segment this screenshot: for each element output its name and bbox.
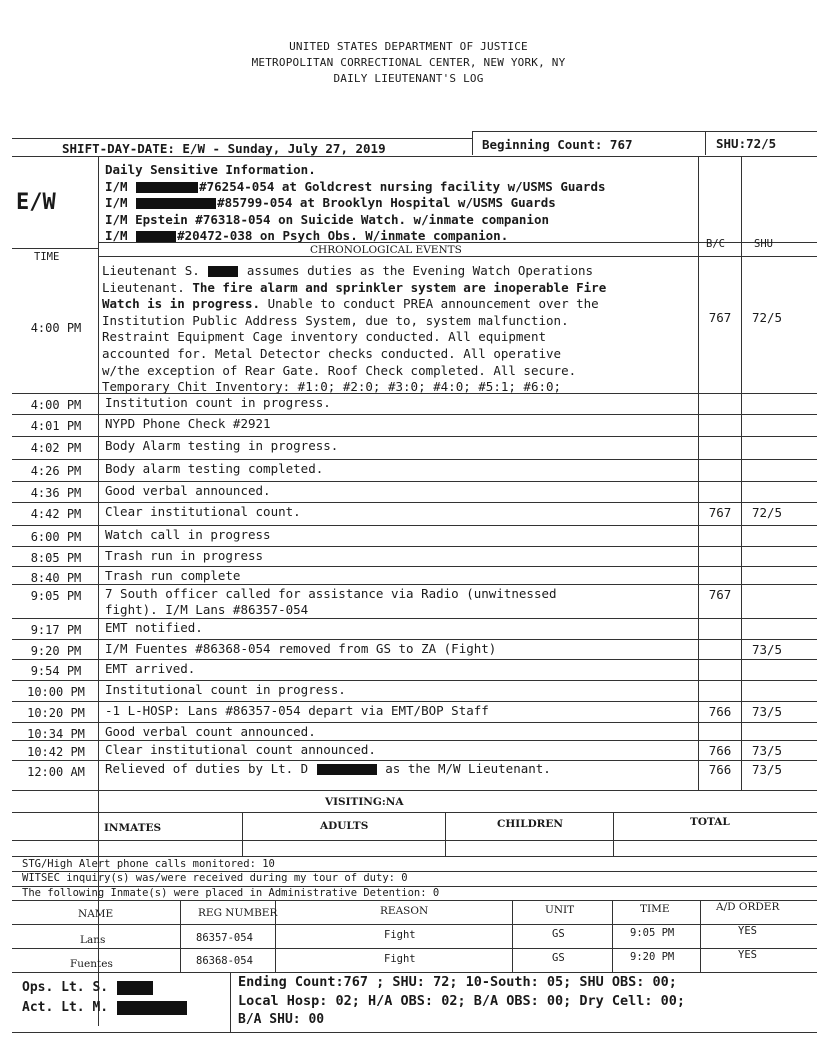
header-line-2: METROPOLITAN CORRECTIONAL CENTER, NEW YORK, NY (251, 56, 566, 69)
event-bc: 766 (708, 704, 732, 719)
row-divider (12, 722, 817, 723)
event-time: 4:00 PM (30, 398, 82, 412)
time-header: TIME (34, 251, 60, 263)
first-event-line-4: Institution Public Address System, due to, system malfunction. (102, 312, 569, 328)
event-text: Clear institutional count announced. (105, 742, 376, 757)
event-shu: 72/5 (751, 505, 783, 520)
event-text: Good verbal announced. (105, 483, 271, 498)
event-text: Trash run in progress (105, 548, 264, 563)
event-time: 8:05 PM (30, 551, 82, 565)
row-divider (12, 618, 817, 619)
first-event-time: 4:00 PM (30, 321, 82, 335)
event-text: NYPD Phone Check #2921 (105, 416, 271, 431)
sensitive-line-2: I/M #85799-054 at Brooklyn Hospital w/USMS Guards (105, 195, 556, 210)
first-event-line-5: Restraint Equipment Cage inventory conducted. All equipment (102, 329, 547, 345)
event-time: 9:20 PM (30, 644, 82, 658)
visiting-inmates: INMATES (104, 822, 162, 834)
event-time: 4:02 PM (30, 441, 82, 455)
bc-header: B/C (706, 238, 725, 250)
shu-count: SHU:72/5 (716, 136, 777, 151)
det-header-time: TIME (640, 903, 670, 915)
sensitive-line-1: I/M #76254-054 at Goldcrest nursing facility w/USMS Guards (105, 178, 606, 194)
last-event-shu: 73/5 (751, 762, 783, 777)
event-time: 4:42 PM (30, 507, 82, 521)
redaction (136, 182, 198, 193)
first-event-line-1: Lieutenant S. assumes duties as the Evening Watch Operations (102, 263, 594, 278)
event-text: 7 South officer called for assistance via Radio (unwitnessed (105, 586, 557, 601)
event-text: EMT arrived. (105, 661, 196, 676)
event-time: 9:05 PM (30, 589, 82, 603)
shift-code: E/W (16, 190, 56, 215)
event-bc: 767 (708, 505, 732, 520)
first-event-line-7: w/the exception of Rear Gate. Roof Check completed. All secure. (102, 362, 577, 378)
event-text: Trash run complete (105, 568, 241, 583)
event-text: Body Alarm testing in progress. (105, 438, 339, 453)
visiting-children: CHILDREN (497, 818, 564, 830)
det-row-1-unit: GS (552, 928, 565, 940)
first-event-line-6: accounted for. Metal Detector checks conducted. All operative (102, 345, 562, 361)
header-line-3: DAILY LIEUTENANT'S LOG (333, 72, 484, 85)
redaction (136, 198, 216, 209)
ops-lt: Ops. Lt. S. (22, 980, 154, 995)
event-shu: 73/5 (751, 642, 783, 657)
row-divider (12, 584, 817, 585)
row-divider (12, 639, 817, 640)
sensitive-title: Daily Sensitive Information. (105, 162, 316, 177)
event-text: Body alarm testing completed. (105, 461, 324, 476)
row-divider (12, 414, 817, 415)
witsec-note: WITSEC inquiry(s) was/were received during my tour of duty: 0 (22, 872, 408, 884)
det-row-2-reason: Fight (384, 953, 416, 965)
det-header-ad: A/D ORDER (716, 901, 780, 913)
first-event-shu: 72/5 (751, 310, 783, 325)
event-time: 10:00 PM (27, 685, 85, 699)
sensitive-info (105, 162, 606, 245)
events-header: CHRONOLOGICAL EVENTS (310, 244, 462, 256)
shift-day-date: SHIFT-DAY-DATE: E/W - Sunday, July 27, 2019 (62, 141, 386, 156)
row-divider (12, 502, 817, 503)
visiting-total: TOTAL (690, 816, 730, 828)
row-divider (12, 680, 817, 681)
redaction (317, 764, 377, 775)
det-row-2-unit: GS (552, 952, 565, 964)
event-time: 4:01 PM (30, 419, 82, 433)
beginning-count: Beginning Count: 767 (482, 137, 633, 152)
header-line-1: UNITED STATES DEPARTMENT OF JUSTICE (289, 40, 528, 53)
event-time: 6:00 PM (30, 530, 82, 544)
shu-header: SHU (754, 238, 773, 250)
redaction (117, 1001, 187, 1015)
sensitive-line-3: I/M Epstein #76318-054 on Suicide Watch. w/inmate companion (105, 211, 550, 227)
det-row-2-time: 9:20 PM (630, 951, 675, 963)
det-header-name: NAME (78, 908, 114, 920)
row-divider (12, 566, 817, 567)
event-time: 10:20 PM (27, 706, 85, 720)
event-shu: 73/5 (751, 704, 783, 719)
event-text-continued: fight). I/M Lans #86357-054 (105, 602, 309, 617)
summary-line-3: B/A SHU: 00 (238, 1012, 325, 1027)
summary-line-2: Local Hosp: 02; H/A OBS: 02; B/A OBS: 00; Dry Cell: 00; (238, 993, 686, 1009)
last-event-time: 12:00 AM (27, 765, 85, 779)
row-divider (12, 659, 817, 660)
det-row-1-name: Lans (80, 934, 106, 946)
row-divider (12, 546, 817, 547)
det-row-2-reg: 86368-054 (196, 955, 253, 967)
redaction (117, 981, 153, 995)
event-time: 9:17 PM (30, 623, 82, 637)
det-row-1-ad: YES (738, 925, 757, 937)
summary-line-1: Ending Count:767 ; SHU: 72; 10-South: 05; SHU OBS: 00; (238, 974, 677, 990)
event-text: Watch call in progress (105, 527, 271, 542)
first-event-text (102, 263, 606, 396)
event-text: -1 L-HOSP: Lans #86357-054 depart via EMT/BOP Staff (105, 703, 489, 718)
row-divider (12, 525, 817, 526)
last-event-text: Relieved of duties by Lt. D as the M/W Lieutenant. (105, 761, 551, 776)
row-divider (12, 740, 817, 741)
redaction (208, 266, 238, 277)
det-header-reason: REASON (380, 905, 429, 917)
event-time: 10:42 PM (27, 745, 85, 759)
act-lt: Act. Lt. M. (22, 1000, 188, 1015)
det-header-reg: REG NUMBER (198, 907, 278, 919)
event-text: Institutional count in progress. (105, 682, 346, 697)
visiting-title: VISITING:NA (325, 796, 404, 808)
event-text: EMT notified. (105, 620, 203, 635)
event-bc: 767 (708, 587, 732, 602)
event-text: Institution count in progress. (105, 395, 331, 410)
event-time: 4:36 PM (30, 486, 82, 500)
redaction (136, 231, 176, 242)
event-time: 8:40 PM (30, 571, 82, 585)
admin-note: The following Inmate(s) were placed in Administrative Detention: 0 (22, 887, 440, 899)
event-text: Clear institutional count. (105, 504, 301, 519)
first-event-line-2: Lieutenant. The fire alarm and sprinkler system are inoperable Fire (102, 279, 607, 295)
last-event-bc: 766 (708, 762, 732, 777)
row-divider (12, 701, 817, 702)
first-event-line-3: Watch is in progress. Unable to conduct PREA announcement over the (102, 296, 599, 312)
event-time: 10:34 PM (27, 727, 85, 741)
det-header-unit: UNIT (545, 904, 575, 916)
det-row-1-reason: Fight (384, 929, 416, 941)
det-row-2-ad: YES (738, 949, 757, 961)
event-time: 9:54 PM (30, 664, 82, 678)
event-text: I/M Fuentes #86368-054 removed from GS to ZA (Fight) (105, 641, 497, 656)
event-text: Good verbal count announced. (105, 724, 316, 739)
det-row-2-name: Fuentes (70, 958, 113, 970)
row-divider (12, 481, 817, 482)
event-bc: 766 (708, 743, 732, 758)
visiting-adults: ADULTS (320, 820, 369, 832)
event-shu: 73/5 (751, 743, 783, 758)
first-event-line-8: Temporary Chit Inventory: #1:0; #2:0; #3:0; #4:0; #5:1; #6:0; (102, 379, 562, 395)
sensitive-line-4: I/M #20472-038 on Psych Obs. W/inmate companion. (105, 228, 509, 243)
det-row-1-reg: 86357-054 (196, 932, 253, 944)
row-divider (12, 459, 817, 460)
row-divider (12, 436, 817, 437)
first-event-bc: 767 (708, 310, 732, 325)
event-time: 4:26 PM (30, 464, 82, 478)
det-row-1-time: 9:05 PM (630, 927, 675, 939)
stg-note: STG/High Alert phone calls monitored: 10 (22, 858, 275, 870)
